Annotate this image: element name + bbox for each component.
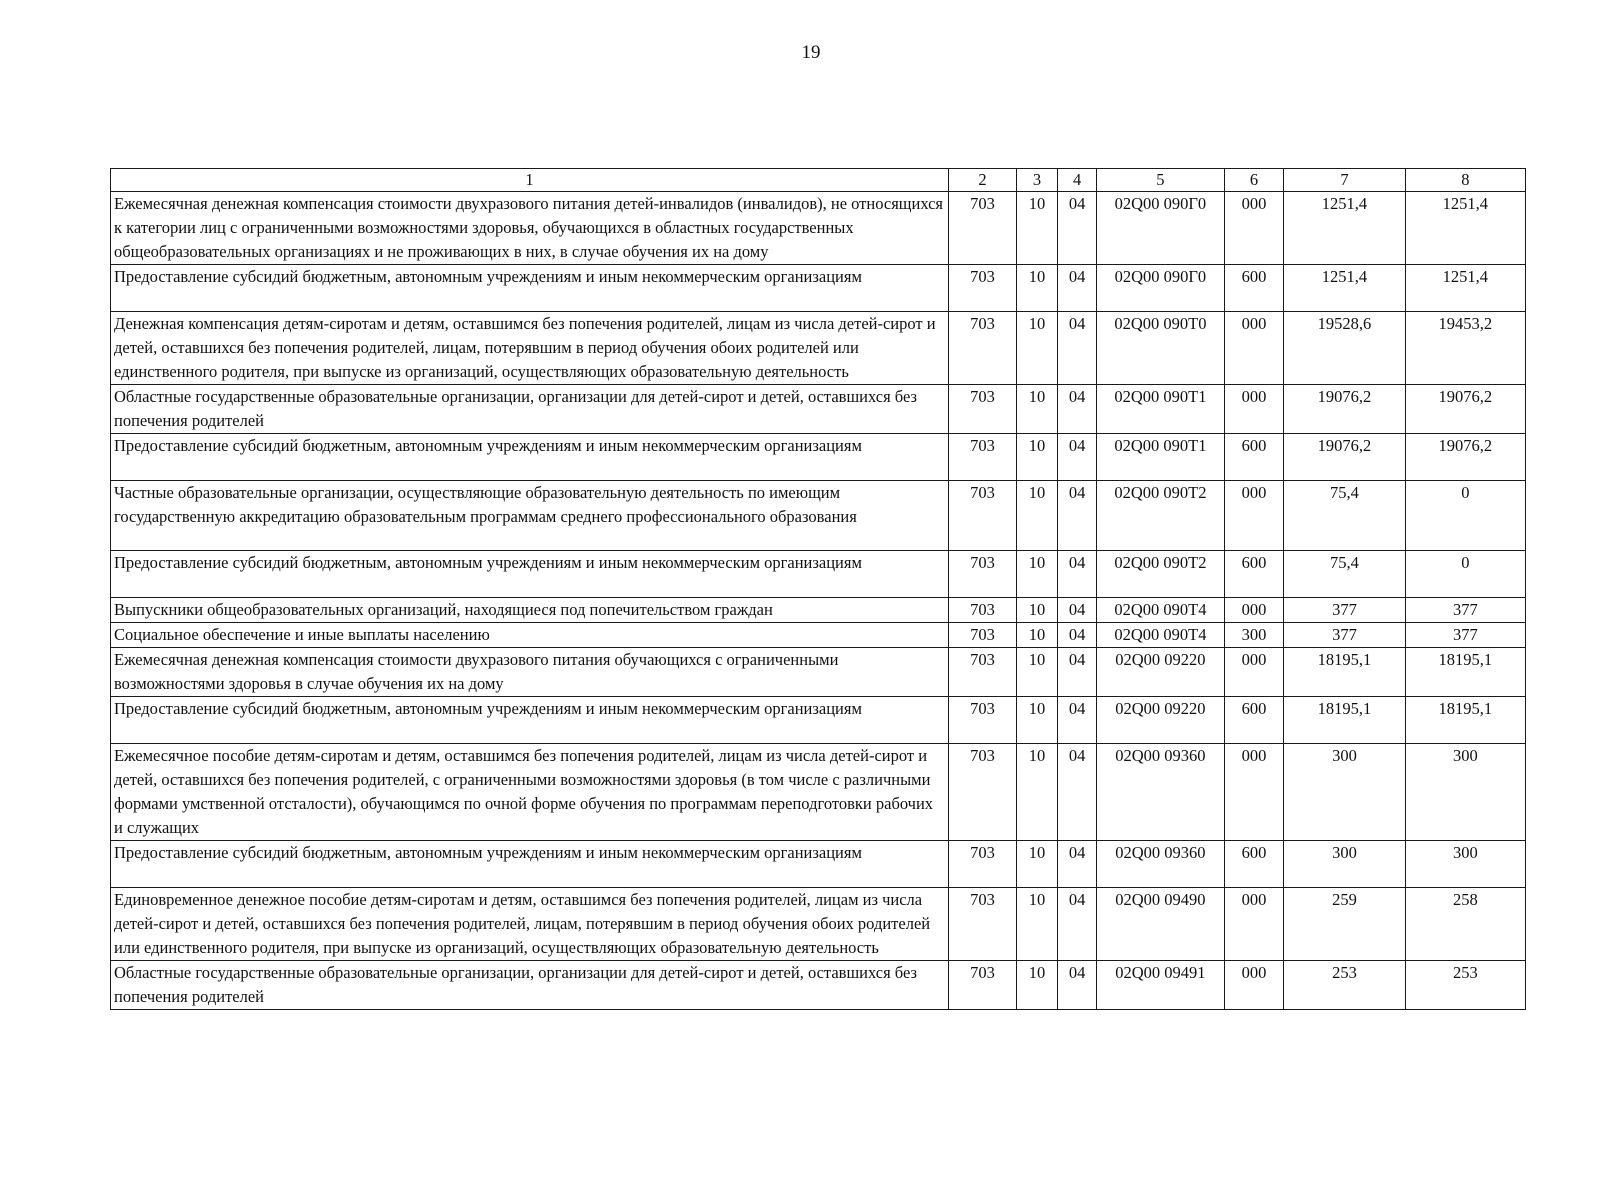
row-col-4: 04 [1058, 648, 1097, 697]
row-col-7: 1251,4 [1284, 265, 1405, 312]
row-col-6: 000 [1224, 312, 1284, 385]
table-row [111, 192, 1526, 265]
row-col-6: 000 [1224, 385, 1284, 434]
row-col-2: 703 [949, 841, 1017, 888]
row-col-8: 377 [1405, 598, 1525, 623]
row-col-6: 000 [1224, 744, 1284, 841]
row-name: Предоставление субсидий бюджетным, автономным учреждениям и иным некоммерческим организациям [111, 551, 949, 598]
row-col-6: 000 [1224, 648, 1284, 697]
row-col-6: 000 [1224, 888, 1284, 961]
row-name: Выпускники общеобразовательных организаций, находящиеся под попечительством граждан [111, 598, 949, 623]
row-col-7: 377 [1284, 623, 1405, 648]
table-row [111, 551, 1526, 598]
row-col-6: 000 [1224, 192, 1284, 265]
row-col-4: 04 [1058, 481, 1097, 551]
row-col-2: 703 [949, 265, 1017, 312]
row-col-4: 04 [1058, 961, 1097, 1010]
row-col-6: 300 [1224, 623, 1284, 648]
row-col-3: 10 [1016, 481, 1057, 551]
row-col-7: 18195,1 [1284, 697, 1405, 744]
row-col-5: 02Q00 090Т0 [1097, 312, 1225, 385]
row-col-3: 10 [1016, 623, 1057, 648]
row-col-2: 703 [949, 434, 1017, 481]
row-col-7: 1251,4 [1284, 192, 1405, 265]
row-col-3: 10 [1016, 598, 1057, 623]
row-name: Ежемесячная денежная компенсация стоимости двухразового питания обучающихся с ограниченными возможностями здоровья в случае обучения их на дому [111, 648, 949, 697]
row-col-2: 703 [949, 385, 1017, 434]
row-col-8: 253 [1405, 961, 1525, 1010]
row-col-8: 19076,2 [1405, 385, 1525, 434]
row-col-8: 0 [1405, 551, 1525, 598]
header-cell: 4 [1058, 169, 1097, 192]
row-col-8: 18195,1 [1405, 648, 1525, 697]
row-name: Предоставление субсидий бюджетным, автономным учреждениям и иным некоммерческим организациям [111, 434, 949, 481]
row-col-6: 600 [1224, 551, 1284, 598]
row-name: Областные государственные образовательные организации, организации для детей-сирот и детей, оставшихся без попечения родителей [111, 385, 949, 434]
row-col-3: 10 [1016, 192, 1057, 265]
row-col-5: 02Q00 09490 [1097, 888, 1225, 961]
row-col-7: 259 [1284, 888, 1405, 961]
row-col-3: 10 [1016, 265, 1057, 312]
row-col-2: 703 [949, 598, 1017, 623]
table-row [111, 385, 1526, 434]
row-col-4: 04 [1058, 385, 1097, 434]
table-row [111, 841, 1526, 888]
row-name: Ежемесячная денежная компенсация стоимости двухразового питания детей-инвалидов (инвалидов), не относящихся к категории лиц с ограниченными возможностями здоровья, обучающихся в областных государственных общеобразовательных организациях и не проживающих в них, в случае обучения их на дому [111, 192, 949, 265]
row-col-4: 04 [1058, 434, 1097, 481]
row-col-5: 02Q00 09360 [1097, 841, 1225, 888]
row-col-5: 02Q00 090Т1 [1097, 434, 1225, 481]
row-col-4: 04 [1058, 623, 1097, 648]
row-col-4: 04 [1058, 551, 1097, 598]
row-col-7: 377 [1284, 598, 1405, 623]
row-col-6: 600 [1224, 265, 1284, 312]
row-name: Предоставление субсидий бюджетным, автономным учреждениям и иным некоммерческим организациям [111, 265, 949, 312]
row-col-6: 000 [1224, 961, 1284, 1010]
row-col-4: 04 [1058, 312, 1097, 385]
row-col-5: 02Q00 090Т1 [1097, 385, 1225, 434]
row-col-7: 300 [1284, 841, 1405, 888]
row-col-3: 10 [1016, 744, 1057, 841]
table-row [111, 623, 1526, 648]
row-col-8: 1251,4 [1405, 192, 1525, 265]
row-col-4: 04 [1058, 888, 1097, 961]
row-name: Денежная компенсация детям-сиротам и детям, оставшимся без попечения родителей, лицам из числа детей-сирот и детей, оставшихся без попечения родителей, лицам, потерявшим в период обучения обоих родителей или единственного родителя, при выпуске из организаций, осуществляющих образовательную деятельность [111, 312, 949, 385]
row-col-4: 04 [1058, 192, 1097, 265]
table-row [111, 598, 1526, 623]
row-name: Единовременное денежное пособие детям-сиротам и детям, оставшимся без попечения родителей, лицам из числа детей-сирот и детей, оставшихся без попечения родителей, лицам, потерявшим в период обучения обоих родителей или единственного родителя, при выпуске из организаций, осуществляющих образовательную деятельность [111, 888, 949, 961]
header-cell: 5 [1097, 169, 1225, 192]
row-col-8: 19453,2 [1405, 312, 1525, 385]
header-cell: 6 [1224, 169, 1284, 192]
header-cell: 1 [111, 169, 949, 192]
row-col-3: 10 [1016, 888, 1057, 961]
table-row [111, 265, 1526, 312]
row-col-3: 10 [1016, 551, 1057, 598]
row-col-7: 19076,2 [1284, 434, 1405, 481]
table-row [111, 961, 1526, 1010]
row-col-3: 10 [1016, 385, 1057, 434]
row-col-2: 703 [949, 192, 1017, 265]
row-col-7: 75,4 [1284, 551, 1405, 598]
row-col-3: 10 [1016, 961, 1057, 1010]
row-col-7: 19528,6 [1284, 312, 1405, 385]
row-col-2: 703 [949, 481, 1017, 551]
table-row [111, 744, 1526, 841]
row-col-3: 10 [1016, 648, 1057, 697]
table-row [111, 697, 1526, 744]
row-col-4: 04 [1058, 598, 1097, 623]
row-col-8: 19076,2 [1405, 434, 1525, 481]
header-cell: 8 [1405, 169, 1525, 192]
row-col-5: 02Q00 09360 [1097, 744, 1225, 841]
row-name: Частные образовательные организации, осуществляющие образовательную деятельность по имеющим государственную аккредитацию образовательным программам среднего профессионального образования [111, 481, 949, 551]
row-col-5: 02Q00 090Т4 [1097, 623, 1225, 648]
row-name: Предоставление субсидий бюджетным, автономным учреждениям и иным некоммерческим организациям [111, 841, 949, 888]
table-row [111, 312, 1526, 385]
row-col-2: 703 [949, 551, 1017, 598]
row-col-4: 04 [1058, 697, 1097, 744]
row-col-7: 300 [1284, 744, 1405, 841]
row-col-8: 258 [1405, 888, 1525, 961]
row-name: Социальное обеспечение и иные выплаты населению [111, 623, 949, 648]
row-col-5: 02Q00 090Т2 [1097, 481, 1225, 551]
row-col-5: 02Q00 090Г0 [1097, 265, 1225, 312]
row-col-5: 02Q00 09220 [1097, 697, 1225, 744]
row-col-4: 04 [1058, 265, 1097, 312]
row-col-2: 703 [949, 961, 1017, 1010]
row-col-6: 000 [1224, 481, 1284, 551]
row-col-5: 02Q00 090Т4 [1097, 598, 1225, 623]
table-row [111, 434, 1526, 481]
row-col-7: 75,4 [1284, 481, 1405, 551]
row-col-8: 18195,1 [1405, 697, 1525, 744]
row-col-5: 02Q00 090Т2 [1097, 551, 1225, 598]
row-col-8: 300 [1405, 744, 1525, 841]
row-col-4: 04 [1058, 841, 1097, 888]
row-col-2: 703 [949, 648, 1017, 697]
row-col-3: 10 [1016, 434, 1057, 481]
header-cell: 2 [949, 169, 1017, 192]
budget-table [110, 168, 1526, 1010]
page-number: 19 [801, 42, 821, 63]
row-col-8: 300 [1405, 841, 1525, 888]
table-row [111, 888, 1526, 961]
row-col-3: 10 [1016, 841, 1057, 888]
row-col-6: 600 [1224, 697, 1284, 744]
row-col-2: 703 [949, 623, 1017, 648]
header-cell: 7 [1284, 169, 1405, 192]
row-col-8: 1251,4 [1405, 265, 1525, 312]
table-row [111, 481, 1526, 551]
header-cell: 3 [1016, 169, 1057, 192]
row-col-8: 0 [1405, 481, 1525, 551]
row-col-5: 02Q00 09220 [1097, 648, 1225, 697]
row-col-6: 600 [1224, 434, 1284, 481]
row-col-6: 600 [1224, 841, 1284, 888]
row-col-5: 02Q00 090Г0 [1097, 192, 1225, 265]
row-col-7: 253 [1284, 961, 1405, 1010]
table-row [111, 648, 1526, 697]
row-col-6: 000 [1224, 598, 1284, 623]
row-col-7: 18195,1 [1284, 648, 1405, 697]
row-col-2: 703 [949, 312, 1017, 385]
row-col-4: 04 [1058, 744, 1097, 841]
row-name: Областные государственные образовательные организации, организации для детей-сирот и детей, оставшихся без попечения родителей [111, 961, 949, 1010]
header-row [111, 169, 1526, 192]
row-col-3: 10 [1016, 697, 1057, 744]
row-name: Ежемесячное пособие детям-сиротам и детям, оставшимся без попечения родителей, лицам из числа детей-сирот и детей, оставшихся без попечения родителей, с ограниченными возможностями здоровья (в том числе с различными формами умственной отсталости), обучающимся по очной форме обучения по программам переподготовки рабочих и служащих [111, 744, 949, 841]
row-col-7: 19076,2 [1284, 385, 1405, 434]
row-name: Предоставление субсидий бюджетным, автономным учреждениям и иным некоммерческим организациям [111, 697, 949, 744]
row-col-2: 703 [949, 744, 1017, 841]
row-col-8: 377 [1405, 623, 1525, 648]
row-col-5: 02Q00 09491 [1097, 961, 1225, 1010]
row-col-2: 703 [949, 888, 1017, 961]
row-col-3: 10 [1016, 312, 1057, 385]
row-col-2: 703 [949, 697, 1017, 744]
